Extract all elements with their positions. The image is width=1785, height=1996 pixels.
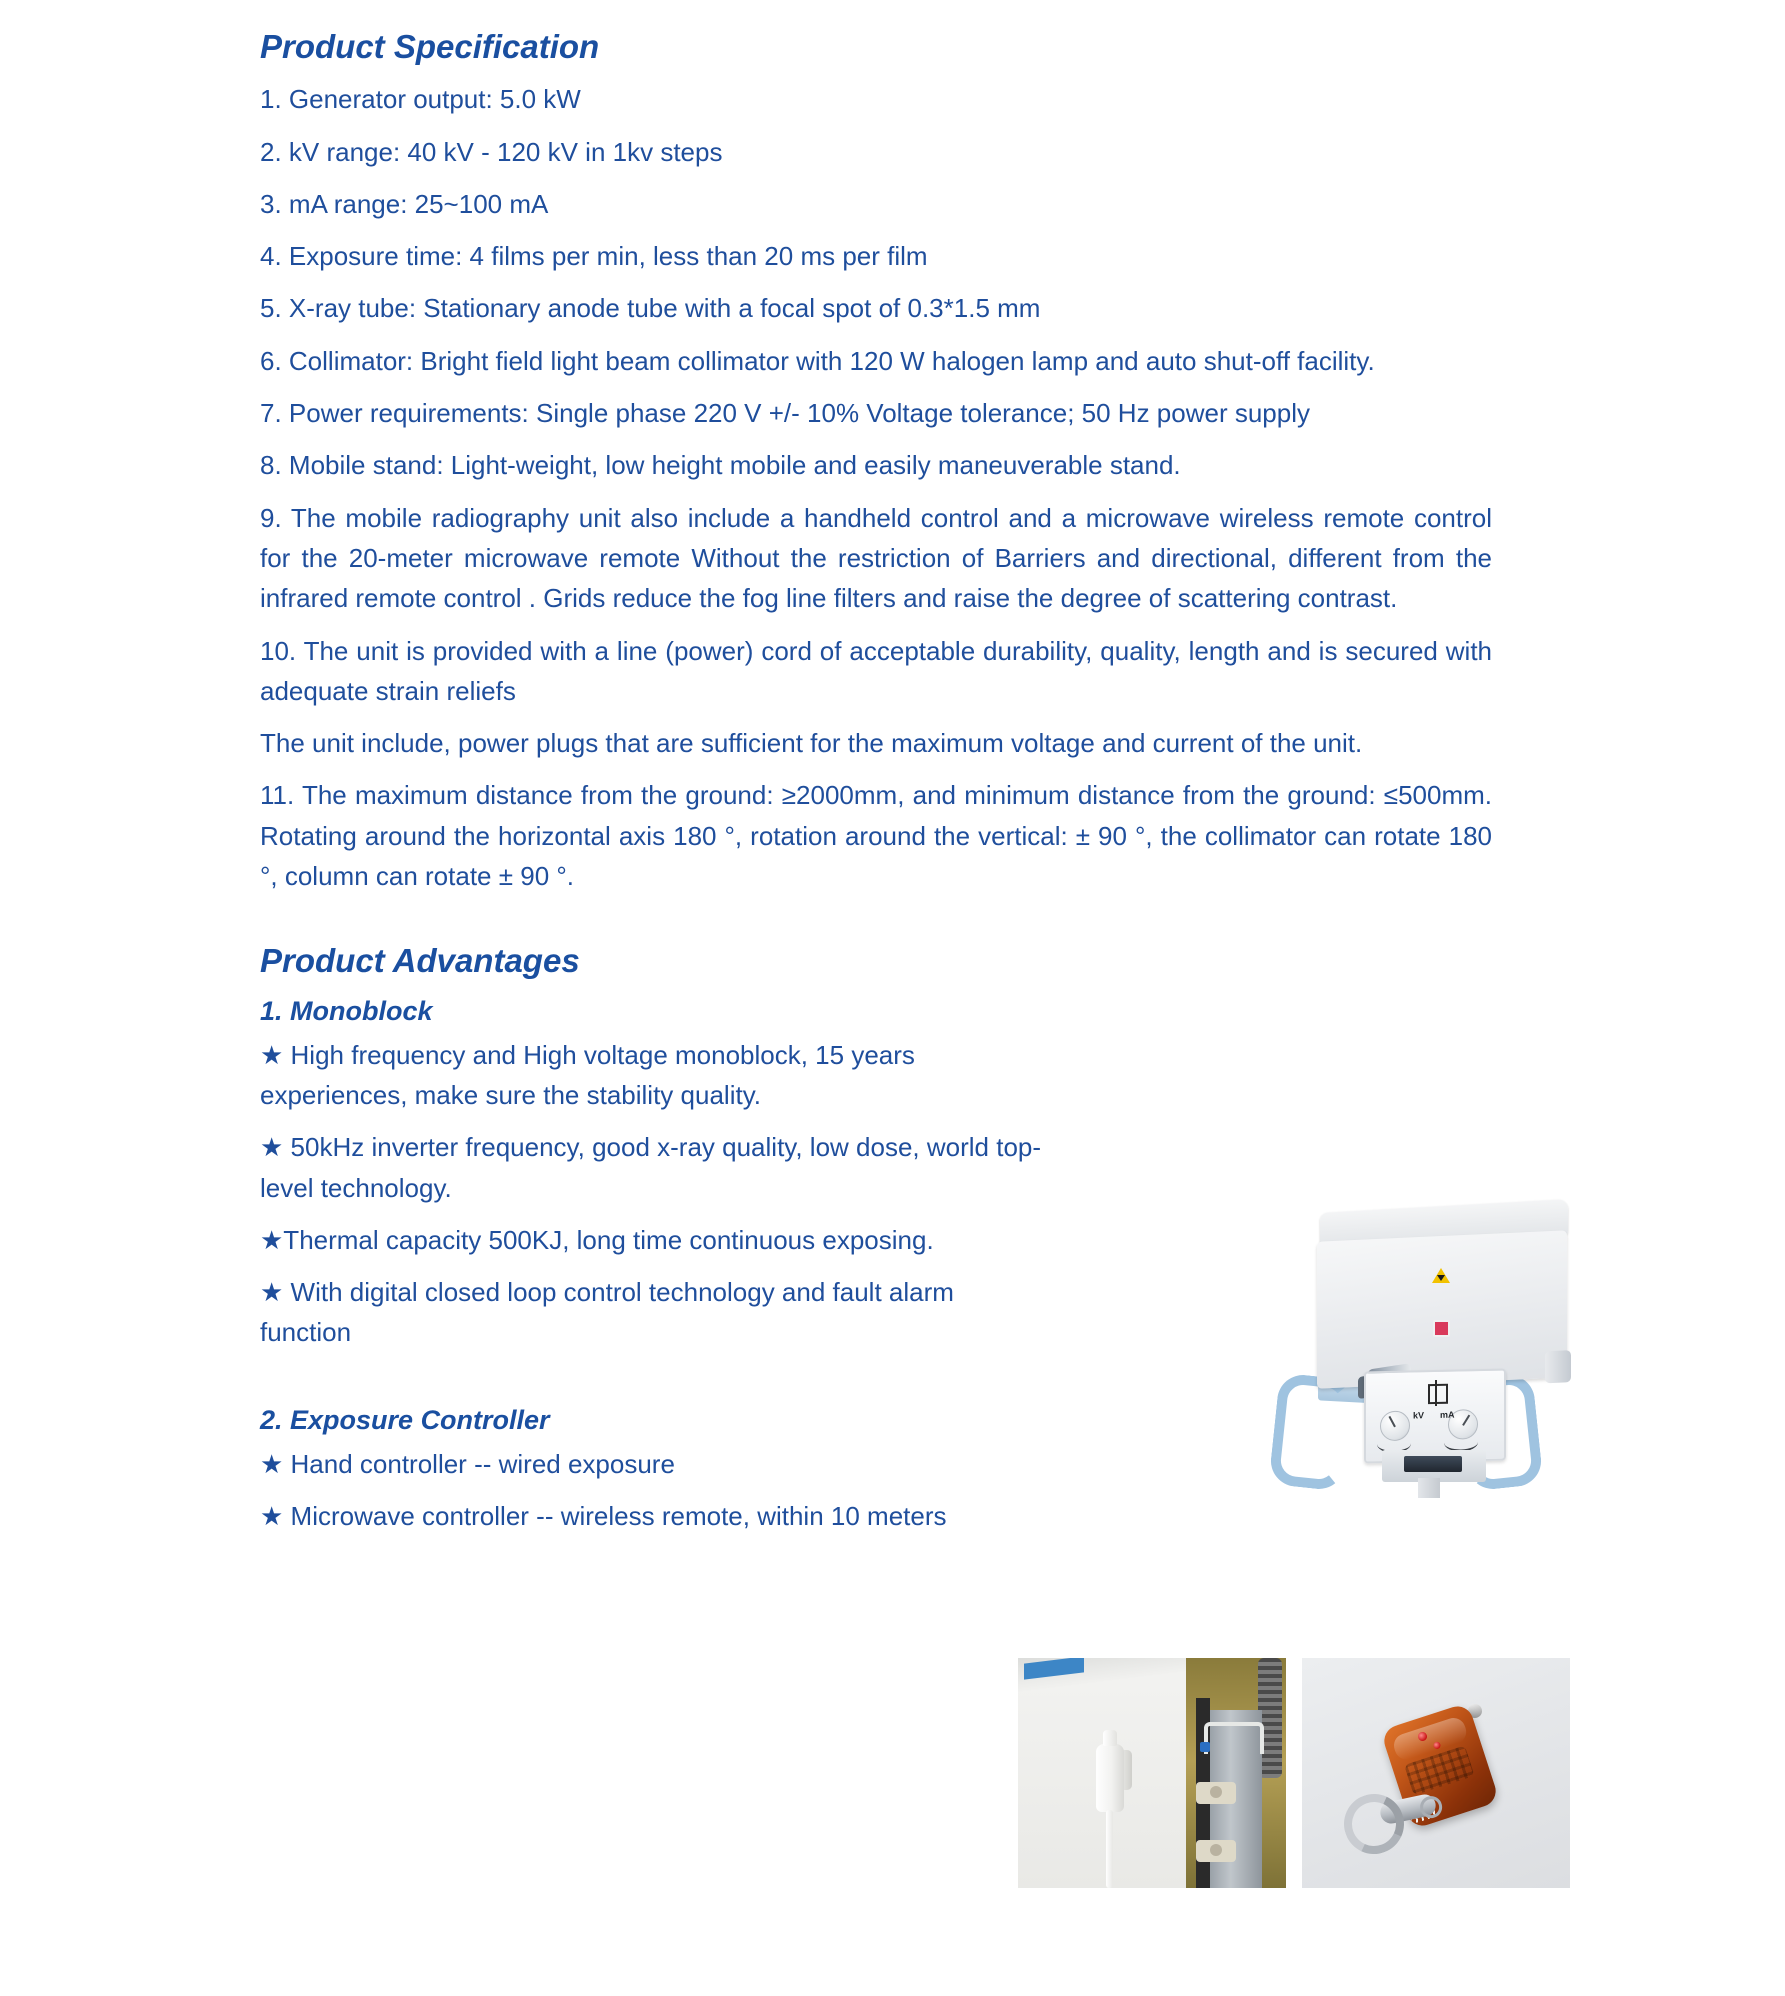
xray-handle-left: [1268, 1372, 1353, 1491]
ma-scale-arc: [1444, 1433, 1478, 1452]
power-indicator-icon: [1433, 1320, 1450, 1337]
monoblock-bullet-3: ★Thermal capacity 500KJ, long time continuous exposing.: [260, 1224, 934, 1255]
advantage-heading-monoblock: 1. Monoblock: [260, 995, 433, 1026]
radiation-warning-icon: [1432, 1268, 1450, 1283]
spec-item-2: 2. kV range: 40 kV - 120 kV in 1kv steps: [260, 136, 723, 167]
spec-item-9: 9. The mobile radiography unit also include a handheld control and a microwave wireless remote control for the 20-meter microwave remote Without the restriction of Barriers and directional, different from the infrared remote control . Grids reduce the fog line filters and raise the degree of scattering contrast.: [260, 502, 1492, 614]
kv-label-icon: kV: [1413, 1410, 1425, 1421]
spec-item-6: 6. Collimator: Bright field light beam collimator with 120 W halogen lamp and auto shut-off facility.: [260, 345, 1375, 376]
ma-label-icon: mA: [1440, 1409, 1455, 1420]
spec-item-4: 4. Exposure time: 4 films per min, less than 20 ms per film: [260, 241, 928, 272]
hand-controller-device: [1096, 1744, 1124, 1812]
machine-blue-marker: [1200, 1742, 1210, 1752]
monoblock-bullet-1: ★ High frequency and High voltage monoblock, 15 years experiences, make sure the stability quality.: [260, 1039, 915, 1110]
spec-item-10-continuation: The unit include, power plugs that are sufficient for the maximum voltage and current of the unit.: [260, 728, 1363, 759]
spec-item-10: 10. The unit is provided with a line (power) cord of acceptable durability, quality, length and is secured with adequate strain reliefs: [260, 635, 1492, 706]
hand-controller-photo: [1018, 1658, 1286, 1888]
advantage-heading-exposure-controller: 2. Exposure Controller: [260, 1404, 550, 1435]
spec-item-5: 5. X-ray tube: Stationary anode tube with a focal spot of 0.3*1.5 mm: [260, 293, 1041, 324]
xray-column-stem: [1418, 1478, 1440, 1498]
spec-item-11: 11. The maximum distance from the ground: ≥2000mm, and minimum distance from the ground: ≤500mm. Rotating around the horizontal axis 180 °, rotation around the vertical: ± 90 °, the collimator can rotate 180 °, column can rotate ± 90 °.: [260, 780, 1492, 891]
spec-item-7: 7. Power requirements: Single phase 220 V +/- 10% Voltage tolerance; 50 Hz power supply: [260, 398, 1311, 429]
monoblock-bullet-2: ★ 50kHz inverter frequency, good x-ray quality, low dose, world top-level technology.: [260, 1132, 1042, 1203]
collimator-icon: [1428, 1384, 1448, 1404]
spec-item-8: 8. Mobile stand: Light-weight, low height mobile and easily maneuverable stand.: [260, 450, 1181, 481]
remote-led-primary: [1417, 1731, 1428, 1742]
spec-item-3: 3. mA range: 25~100 mA: [260, 188, 549, 219]
monoblock-bullet-4: ★ With digital closed loop control technology and fault alarm function: [260, 1277, 954, 1348]
machine-bracket-upper: [1196, 1782, 1236, 1804]
page-title-product-advantages: Product Advantages: [260, 942, 580, 980]
xray-side-port: [1545, 1350, 1571, 1383]
exposure-controller-bullet-1: ★ Hand controller -- wired exposure: [260, 1448, 675, 1479]
microwave-remote-photo: [1302, 1658, 1570, 1888]
remote-keypad: [1404, 1745, 1475, 1795]
machine-hook: [1204, 1722, 1264, 1754]
machine-bracket-lower: [1196, 1840, 1236, 1862]
spec-item-1: 1. Generator output: 5.0 kW: [260, 84, 581, 115]
remote-led-secondary: [1433, 1741, 1442, 1750]
page-title-product-specification: Product Specification: [260, 28, 600, 65]
exposure-controller-bullet-2: ★ Microwave controller -- wireless remote, within 10 meters: [260, 1501, 947, 1532]
xray-housing-body: [1317, 1230, 1567, 1388]
xray-monoblock-unit-photo: [1232, 1178, 1572, 1498]
hand-controller-cable: [1106, 1810, 1113, 1888]
